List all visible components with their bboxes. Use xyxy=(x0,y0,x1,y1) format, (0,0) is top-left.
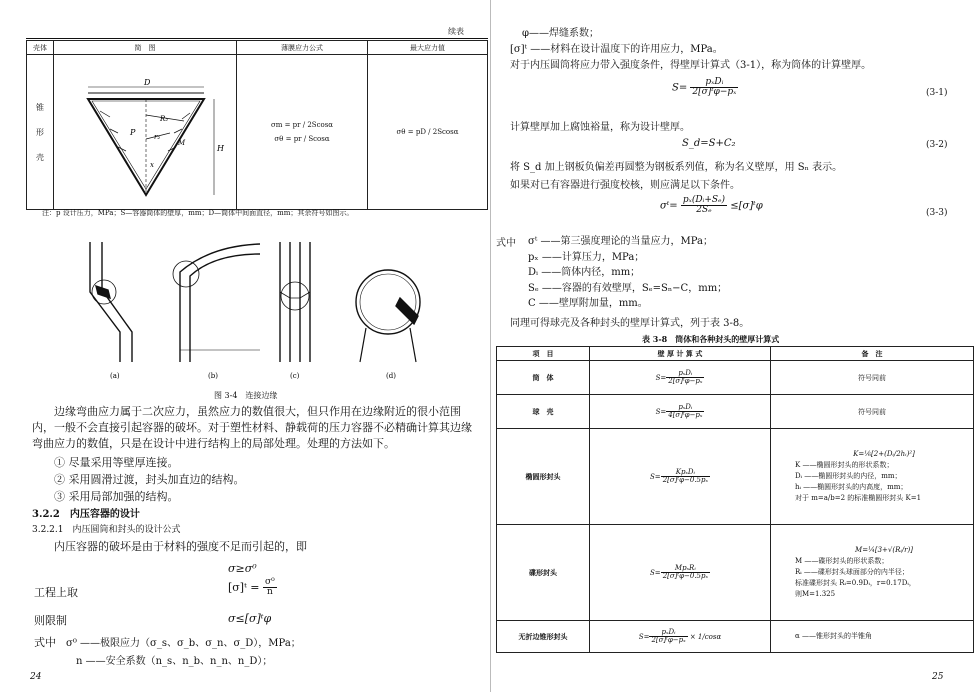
definition-item: σᵗ ——第三强度理论的当量应力，MPa； xyxy=(528,236,713,247)
definition-item: Dᵢ ——筒体内径，mm； xyxy=(528,267,641,278)
method-item: ③ 采用局部加强的结构。 xyxy=(54,490,179,503)
figure-label-d: (d) xyxy=(386,372,396,380)
allowable-stress-def: [σ]ᵗ ——材料在设计温度下的许用应力，MPa。 xyxy=(510,44,723,55)
equation-number-3-2: (3-2) xyxy=(926,140,948,150)
header-sketch: 简 图 xyxy=(54,41,237,55)
section-heading: 3.2.2 内压容器的设计 xyxy=(32,509,140,520)
check-condition-line: 如果对已有容器进行强度校核，则应满足以下条件。 xyxy=(510,180,740,191)
figure-caption: 图 3-4 连接边缘 xyxy=(214,391,278,400)
table-note: 注：p 设计压力，MPa；S—容器筒体的壁厚，mm；D—筒体中间面直径，mm；其余符号如图示。 xyxy=(42,209,354,217)
top-rule xyxy=(26,38,488,39)
where-label-right: 式中 xyxy=(496,238,516,249)
col-note: 备 注 xyxy=(771,347,974,361)
definition-limit-stress: σ⁰ ——极限应力（σ_s、σ_b、σ_n、σ_D），MPa； xyxy=(66,638,301,649)
definition-item: Sₑ ——容器的有效壁厚，Sₑ=Sₙ−C，mm； xyxy=(528,282,728,294)
equation-number-3-3: (3-3) xyxy=(926,208,948,218)
label-M: M xyxy=(178,139,186,147)
table-intro-line: 同理可得球壳及各种封头的壁厚计算式，列于表 3-8。 xyxy=(510,318,750,329)
definition-item: C ——壁厚附加量，mm。 xyxy=(528,298,648,309)
col-formula: 壁 厚 计 算 式 xyxy=(590,347,771,361)
table-row: 椭圆形封头 S= $\frac{\text{KpₓDᵢ}}{\text{2[σ]ᵗφ−0.5pₓ}}$ K=⅙[2+(Dᵢ/2hᵢ)²] K ——椭圆形封头的形状系数； Dᵢ ——椭圆形封头的内径，mm； hᵢ ——椭圆形封头的内高度，mm； 对于 m=a/b=2 的标准椭圆形封头 K=1 xyxy=(497,429,974,525)
header-membrane-stress: 薄膜应力公式 xyxy=(237,41,368,55)
label-r: r₂ xyxy=(154,133,161,141)
table-row: 球 壳 S= $\frac{\text{pₓDᵢ}}{\text{4[σ]ᵗφ−pₓ}}$ 符号同前 xyxy=(497,395,974,429)
failure-condition: σ≥σ⁰ xyxy=(228,562,257,575)
continued-label: 续表 xyxy=(448,27,464,36)
table-row: 碟形封头 S= $\frac{\text{MpₓRᵢ}}{\text{2[σ]ᵗφ−0.5pₓ}}$ M=¼[3+√(Rᵢ/r)] M ——碟形封头的形状系数； Rᵢ ——碟形封头球面部分的内半径； 标准碟形封头 Rᵢ=0.9Dᵢ，r=0.17Dᵢ， 则M=1.325 xyxy=(497,525,974,621)
method-item: ② 采用圆滑过渡，封头加直边的结构。 xyxy=(54,473,245,486)
definition-item: pₓ ——计算压力，MPa； xyxy=(528,251,645,263)
method-item: ① 尽量采用等壁厚连接。 xyxy=(54,456,179,469)
subsection-heading: 3.2.2.1 内压圆筒和封头的设计公式 xyxy=(32,525,181,535)
equation-3-3: σᵗ= $\frac{\text{pₓ(Dᵢ+Sₑ)}}{\text{2Sₑ}}$ ≤[σ]ᵗφ xyxy=(660,195,763,216)
header-shell: 壳体 xyxy=(27,41,54,55)
table-row: 筒 体 S= $\frac{\text{pₓDᵢ}}{\text{2[σ]ᵗφ−pₓ}}$ 符号同前 xyxy=(497,361,974,395)
design-thickness-line: 计算壁厚加上腐蚀裕量，称为设计壁厚。 xyxy=(510,122,690,133)
cone-shell-table xyxy=(26,40,488,210)
method-list xyxy=(54,454,245,505)
equation-3-1: S= $\frac{\text{pₓDᵢ}}{\text{2[σ]ᵗφ−pₓ}}$ xyxy=(672,77,737,98)
wall-thickness-table xyxy=(496,346,974,653)
take-label: 工程上取 xyxy=(34,586,78,599)
stress-formula-hoop: σθ = pr / Scosα xyxy=(274,135,330,143)
equation-3-2: S_d=S+C₂ xyxy=(682,138,736,149)
weld-factor-def: φ——焊缝系数； xyxy=(522,28,600,39)
label-R2: R₂ xyxy=(160,115,169,123)
label-x: x xyxy=(150,161,154,169)
allowable-stress-formula: [σ]ᵗ = $\frac{\text{σ⁰}}{n}$ xyxy=(228,577,275,598)
label-P: P xyxy=(130,128,136,137)
figure-label-a: (a) xyxy=(110,372,120,380)
right-page xyxy=(492,0,980,692)
symbol-definitions xyxy=(528,234,727,312)
where-label-left: 式中 xyxy=(34,636,56,649)
membrane-stress-cell xyxy=(237,55,368,210)
page-number-left: 24 xyxy=(30,672,42,682)
book-spine xyxy=(490,0,491,692)
table-row: 无折边锥形封头 S= $\frac{\text{pₓDᵢ}}{\text{2[σ]ᵗφ−pₓ}}$ × 1/cosα α ——锥形封头的半锥角 xyxy=(497,621,974,653)
max-stress-cell: σθ = pD / 2Scosα xyxy=(368,55,488,210)
equation-number-3-1: (3-1) xyxy=(926,88,948,98)
intro-line: 对于内压圆筒将应力带入强度条件，得壁厚计算式（3-1），称为筒体的计算壁厚。 xyxy=(510,60,872,71)
row-label-cone: 锥 形 壳 xyxy=(27,55,54,210)
definition-safety-factor: n ——安全系数（n_s、n_b、n_n、n_D）； xyxy=(76,656,273,667)
strength-condition: σ≤[σ]ᵗφ xyxy=(228,612,272,625)
page-number-right: 25 xyxy=(932,672,944,682)
header-max-stress: 最大应力值 xyxy=(368,41,488,55)
col-item: 项 目 xyxy=(497,347,590,361)
paragraph-2: 内压容器的破坏是由于材料的强度不足而引起的，即 xyxy=(54,540,307,553)
table-caption: 表 3-8 筒体和各种封头的壁厚计算式 xyxy=(642,334,780,344)
label-H: H xyxy=(217,144,224,153)
cone-sketch-cell xyxy=(54,55,237,210)
nominal-thickness-line: 将 S_d 加上钢板负偏差再圆整为钢板系列值，称为名义壁厚，用 Sₙ 表示。 xyxy=(510,162,843,173)
figure-label-b: (b) xyxy=(208,372,218,380)
figure-label-c: (c) xyxy=(290,372,300,380)
stress-formula-meridional: σm = pr / 2Scosα xyxy=(270,121,334,129)
then-label: 则限制 xyxy=(34,614,67,627)
edge-connection-figure xyxy=(80,232,440,382)
label-D: D xyxy=(144,78,151,87)
cone-sketch xyxy=(54,55,236,205)
paragraph-1: 边缘弯曲应力属于二次应力，虽然应力的数值很大，但只作用在边缘附近的很小范围 内，一般不会直接引起容器的破坏。对于塑性材料、静载荷的压力容器不必精确计算其边缘 弯曲应力的数值，只是在设计中进行结构上的局部处理。处理的方法如下。 xyxy=(32,405,472,450)
table-header-row xyxy=(497,347,974,361)
